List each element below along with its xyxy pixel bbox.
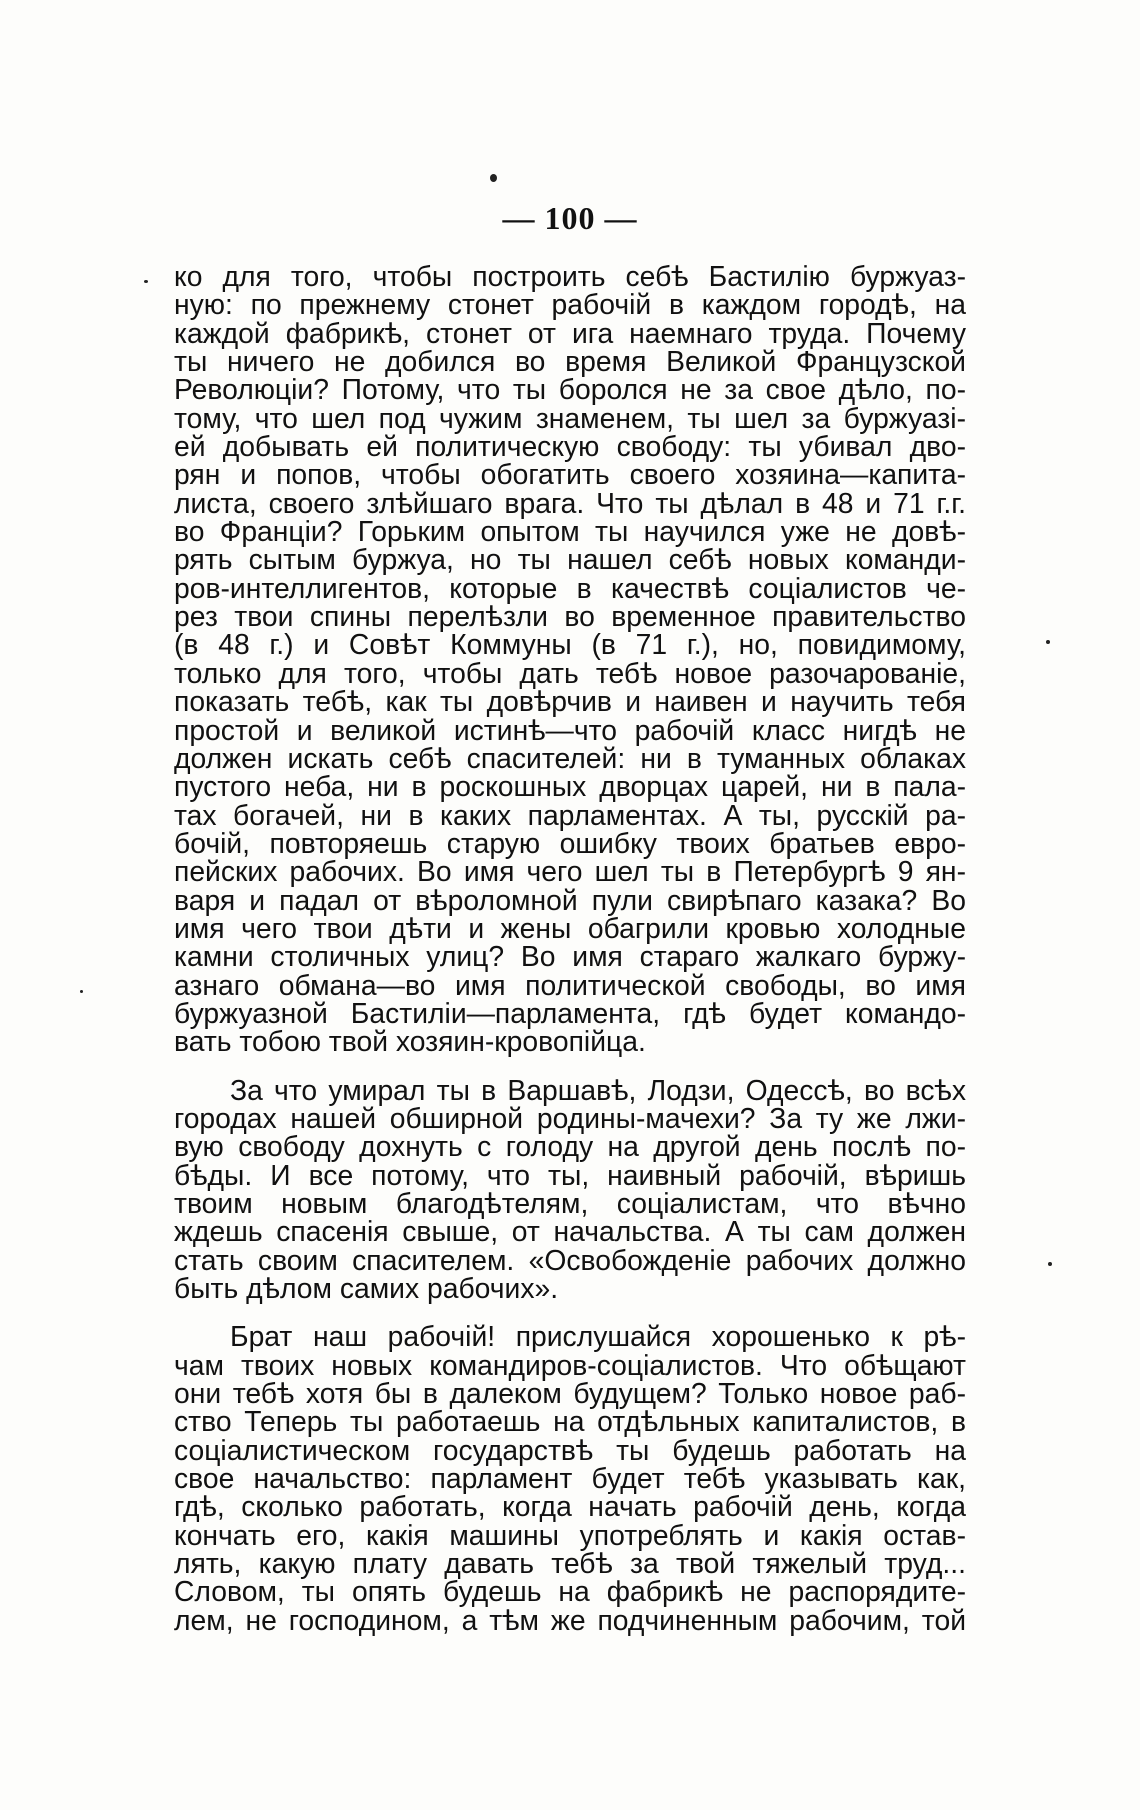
text-line: чам твоих новых командиров-соціалистов. Что обѣщают [174, 1348, 966, 1381]
text-line: (в 48 г.) и Совѣт Коммуны (в 71 г.), но, повидимому, [174, 628, 966, 661]
body-text [174, 262, 966, 1634]
text-line: ей добывать ей политическую свободу: ты убивал дво- [174, 430, 966, 463]
text-line: гдѣ, сколько работать, когда начать рабочій день, когда [174, 1490, 966, 1523]
text-line: ство Теперь ты работаешь на отдѣльных капиталистов, в [174, 1405, 966, 1438]
text-line: твоим новым благодѣтелям, соціалистам, что вѣчно [174, 1187, 966, 1219]
scan-speck [1048, 1262, 1052, 1266]
scan-speck [80, 990, 83, 993]
text-line: они тебѣ хотя бы в далеком будущем? Только новое раб- [174, 1377, 966, 1410]
text-line: должен искать себѣ спасителей: ни в туманных облаках [174, 741, 966, 774]
text-line: соціалистическом государствѣ ты будешь работать на [174, 1433, 966, 1466]
text-line: Революціи? Потому, что ты боролся не за свое дѣло, по- [174, 373, 966, 406]
text-line: свое начальство: парламент будет тебѣ указывать как, [174, 1462, 966, 1495]
text-line: листа, своего злѣйшаго врага. Что ты дѣлал в 48 и 71 г.г. [174, 486, 966, 519]
paragraph-1 [174, 262, 966, 1056]
scan-speck [490, 174, 497, 182]
text-line: ты ничего не добился во время Великой Французской [174, 345, 966, 378]
text-line: рять сытым буржуа, но ты нашел себѣ новых команди- [174, 543, 966, 576]
page-number: — 100 — [502, 200, 638, 236]
paragraph-3 [174, 1322, 966, 1634]
text-line: ждешь спасенія свыше, от начальства. А ты сам должен [174, 1215, 966, 1248]
text-line: буржуазной Бастиліи—парламента, гдѣ будет командо- [174, 996, 966, 1029]
text-line: бѣды. И все потому, что ты, наивный рабочій, вѣришь [174, 1158, 966, 1191]
text-line: азнаго обмана—во имя политической свободы, во имя [174, 968, 966, 1001]
text-line: тах богачей, ни в каких парламентах. А ты, русскій ра- [174, 798, 966, 831]
text-line: показать тебѣ, как ты довѣрчив и наивен и научить тебя [174, 685, 966, 718]
text-line: ров-интеллигентов, которые в качествѣ соціалистов че- [174, 571, 966, 604]
text-line: быть дѣлом самих рабочих». [174, 1272, 559, 1305]
text-line: лем, не господином, а тѣм же подчиненным рабочим, той [174, 1603, 966, 1636]
text-line: имя чего твои дѣти и жены обагрили кровью холодные [174, 911, 966, 944]
text-line: городах нашей обширной родины-мачехи? За ту же лжи- [174, 1101, 966, 1134]
text-line: ную: по прежнему стонет рабочій в каждом городѣ, на [174, 288, 966, 321]
text-line: ко для того, чтобы построить себѣ Бастилію буржуаз- [174, 260, 966, 292]
text-line: рез твои спины перелѣзли во временное правительство [174, 600, 966, 633]
text-line: Брат наш рабочій! прислушайся хорошенько к рѣ- [230, 1320, 966, 1353]
text-line: бочій, повторяешь старую ошибку твоих братьев евро- [174, 826, 966, 859]
text-line: во Франціи? Горьким опытом ты научился уже не довѣ- [174, 515, 966, 548]
text-line: простой и великой истинѣ—что рабочій класс нигдѣ не [174, 713, 966, 746]
text-line: вую свободу дохнуть с голоду на другой день послѣ по- [174, 1130, 966, 1163]
text-line: пустого неба, ни в роскошных дворцах царей, ни в пала- [174, 770, 966, 803]
text-line: За что умирал ты в Варшавѣ, Лодзи, Одессѣ, во всѣх [230, 1073, 966, 1106]
text-line: пейских рабочих. Во имя чего шел ты в Петербургѣ 9 ян- [174, 855, 966, 888]
text-line: каждой фабрикѣ, стонет от ига наемнаго труда. Почему [174, 316, 966, 349]
text-line: только для того, чтобы дать тебѣ новое разочарованіе, [174, 656, 966, 689]
text-line: стать своим спасителем. «Освобожденіе рабочих должно [174, 1243, 966, 1276]
scan-speck [144, 280, 148, 283]
text-line: лять, какую плату давать тебѣ за твой тяжелый труд... [174, 1547, 966, 1580]
scan-speck [1046, 640, 1050, 644]
text-line: рян и попов, чтобы обогатить своего хозяина—капита- [174, 458, 966, 491]
text-line: тому, что шел под чужим знаменем, ты шел за буржуазі- [174, 401, 966, 434]
text-line: камни столичных улиц? Во имя стараго жалкаго буржу- [174, 940, 966, 973]
text-line: Словом, ты опять будешь на фабрикѣ не распорядите- [174, 1575, 966, 1608]
text-line: варя и падал от вѣроломной пули свирѣпаго казака? Во [174, 883, 966, 916]
paragraph-2 [174, 1073, 966, 1305]
text-line: вать тобою твой хозяин-кровопійца. [174, 1025, 646, 1058]
text-line: кончать его, какія машины употреблять и какія остав- [174, 1518, 966, 1551]
